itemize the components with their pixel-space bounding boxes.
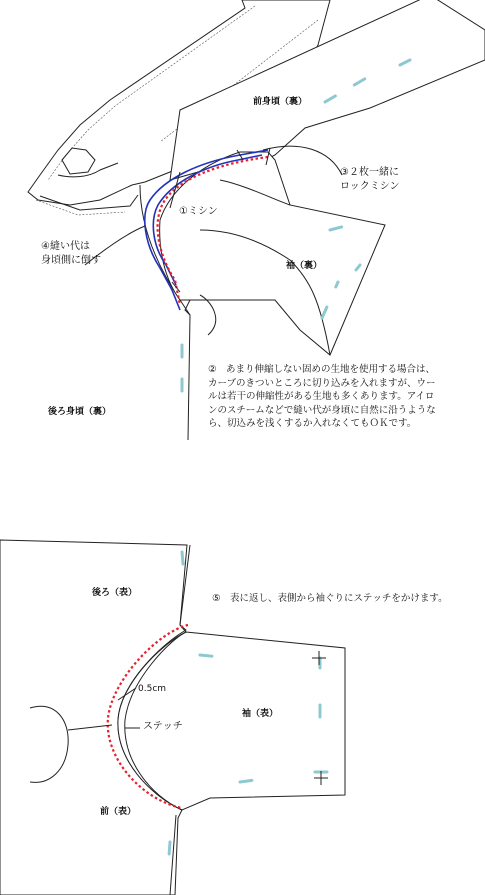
label-width: 0.5cm xyxy=(138,684,167,694)
note-step-5: ⑤ 表に返し、表側から袖ぐりにステッチをかけます。 xyxy=(212,593,448,604)
label-seam-allowance: ④縫い代は 身頃側に倒す xyxy=(41,241,101,266)
label-front-body: 前身頃（裏） xyxy=(253,97,308,107)
label-back-right-side: 後ろ（表） xyxy=(92,588,138,598)
label-stitch: ステッチ xyxy=(143,721,183,732)
note-step-2: ② あまり伸縮しない固めの生地を使用する場合は、カーブのきついところに切り込みを入れますが、ウールは若干の伸縮性がある生地も多くあります。アイロンのスチームなどで縫い代が身頃に自然に沿うようなら、切込みを浅くするか入れなくてもＯＫです。 xyxy=(208,364,436,430)
label-sleeve-wrong-side: 袖（裏） xyxy=(286,261,323,271)
label-back-body: 後ろ身頃（裏） xyxy=(48,407,112,417)
label-overlock: ③２枚一緒に ロックミシン xyxy=(340,167,400,192)
label-sewing: ①ミシン xyxy=(179,206,218,217)
label-front-right-side: 前（表） xyxy=(100,807,137,817)
label-sleeve-right-side: 袖（表） xyxy=(242,709,279,719)
